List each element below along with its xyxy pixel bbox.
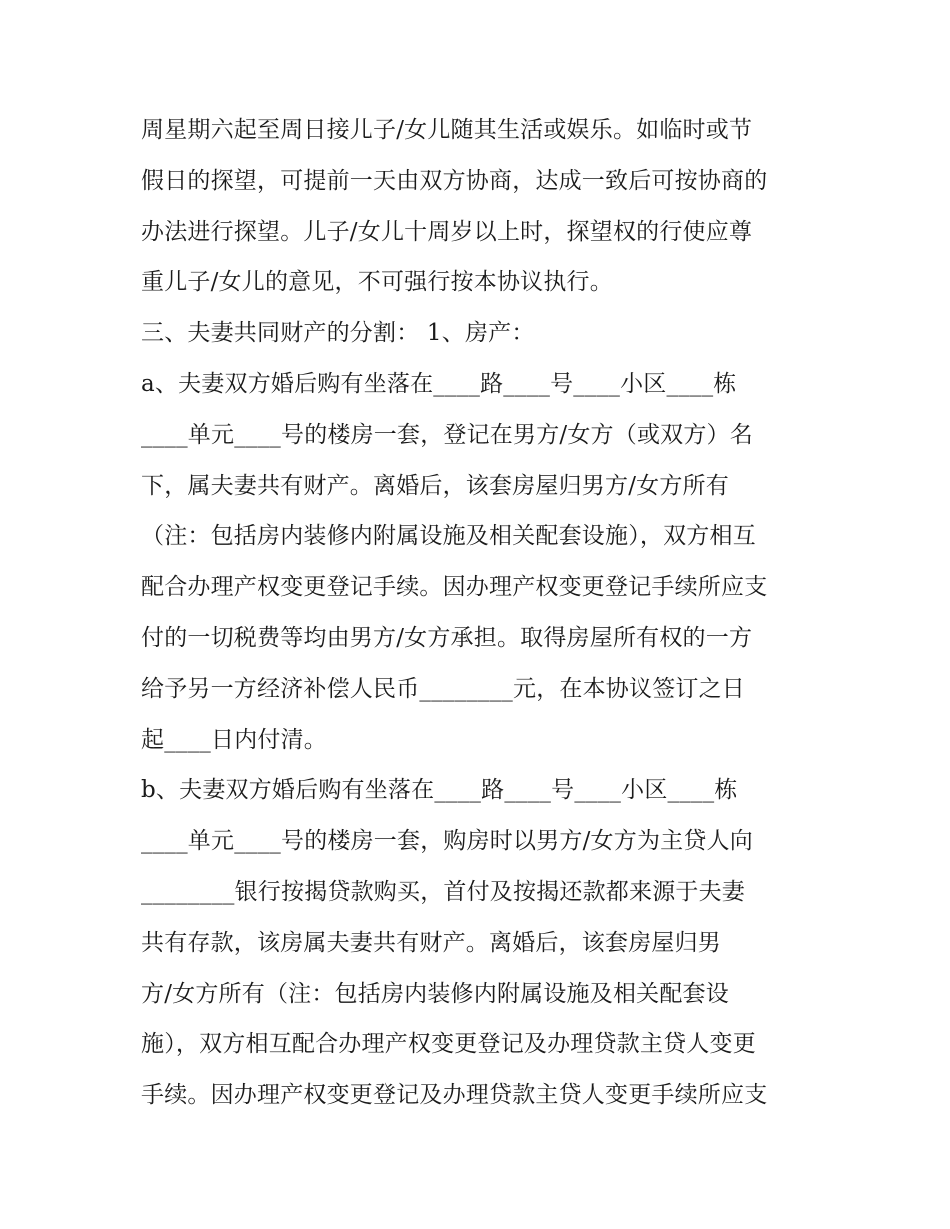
text-line: 起____日内付清。 bbox=[141, 726, 327, 753]
text-line: 付的一切税费等均由男方/女方承担。取得房屋所有权的一方 bbox=[141, 624, 753, 651]
text-line: ____单元____号的楼房一套，购房时以男方/女方为主贷人向 bbox=[141, 828, 753, 855]
text-line: 重儿子/女儿的意见，不可强行按本协议执行。 bbox=[141, 269, 613, 296]
text-line: 周星期六起至周日接儿子/女儿随其生活或娱乐。如临时或节 bbox=[141, 117, 753, 143]
text-line: 下，属夫妻共有财产。离婚后，该套房屋归男方/女方所有 bbox=[141, 472, 729, 499]
text-line: 共有存款，该房属夫妻共有财产。离婚后，该套房屋归男 bbox=[141, 929, 721, 956]
text-line: （注：包括房内装修内附属设施及相关配套设施），双方相互 bbox=[141, 523, 756, 550]
document-body bbox=[141, 105, 821, 1121]
text-line: 给予另一方经济补偿人民币________元，在本协议签订之日 bbox=[141, 675, 745, 702]
text-line: 假日的探望，可提前一天由双方协商，达成一致后可按协商的 bbox=[141, 167, 768, 194]
text-line: 施），双方相互配合办理产权变更登记及办理贷款主贷人变更 bbox=[141, 1031, 756, 1058]
text-line: 方/女方所有（注：包括房内装修内附属设施及相关配套设 bbox=[141, 980, 729, 1007]
text-line: ________银行按揭贷款购买，首付及按揭还款都来源于夫妻 bbox=[141, 878, 745, 905]
text-line: 手续。因办理产权变更登记及办理贷款主贷人变更手续所应支 bbox=[141, 1082, 768, 1109]
text-line: 配合办理产权变更登记手续。因办理产权变更登记手续所应支 bbox=[141, 574, 768, 601]
section-heading: 三、夫妻共同财产的分割： 1、房产： bbox=[141, 320, 535, 347]
text-line: ____单元____号的楼房一套，登记在男方/女方（或双方）名 bbox=[141, 421, 753, 448]
text-line: b、夫妻双方婚后购有坐落在____路____号____小区____栋 bbox=[141, 777, 738, 804]
text-line: a、夫妻双方婚后购有坐落在____路____号____小区____栋 bbox=[141, 370, 737, 397]
text-line: 办法进行探望。儿子/女儿十周岁以上时，探望权的行使应尊 bbox=[141, 218, 753, 245]
